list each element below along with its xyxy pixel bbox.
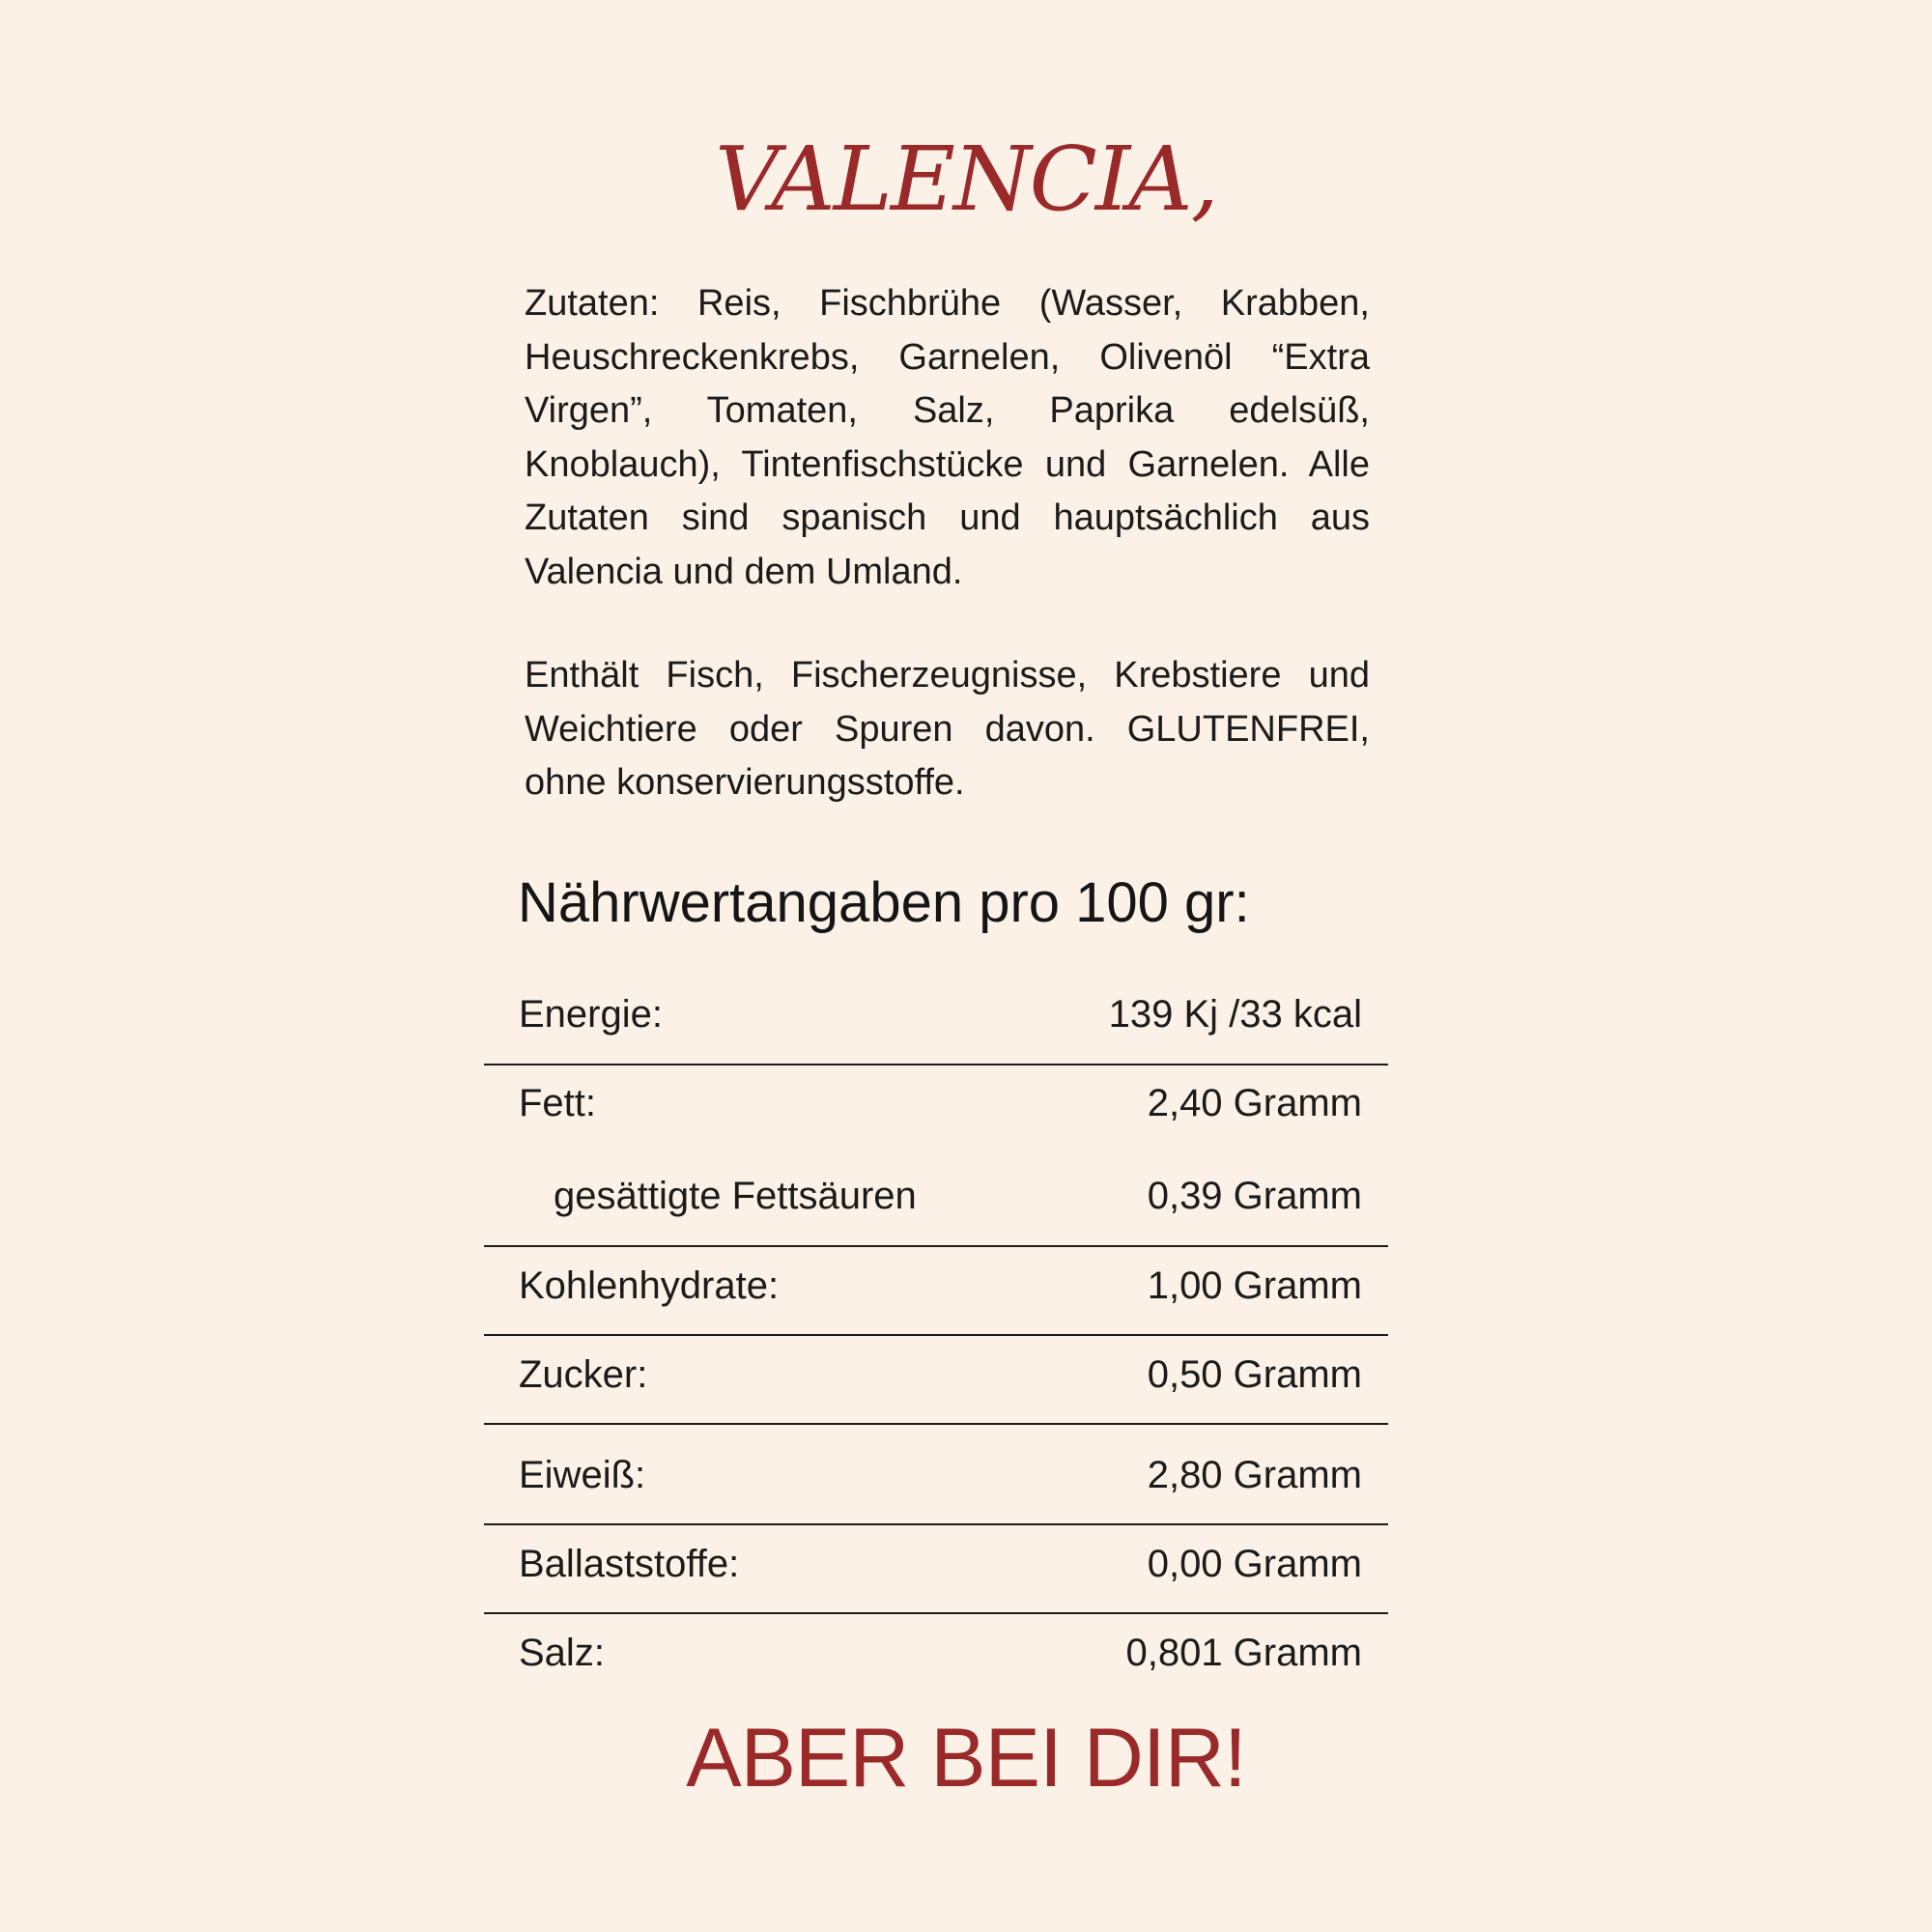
nutrition-label: Kohlenhydrate: bbox=[519, 1264, 780, 1307]
nutrition-row-saturated-fat bbox=[484, 1167, 1388, 1225]
product-title: VALENCIA, bbox=[715, 128, 1217, 231]
nutrition-row-salt bbox=[484, 1624, 1388, 1682]
nutrition-value: 0,801 Gramm bbox=[1125, 1631, 1362, 1674]
nutrition-label: Zucker: bbox=[519, 1352, 648, 1396]
nutrition-row-energy bbox=[484, 985, 1388, 1043]
nutrition-label: gesättigte Fettsäuren bbox=[554, 1174, 917, 1217]
nutrition-row-sugar bbox=[484, 1346, 1388, 1404]
nutrition-value: 0,00 Gramm bbox=[1147, 1542, 1362, 1585]
ingredients-text: Zutaten: Reis, Fischbrühe (Wasser, Krabben, Heuschreckenkrebs, Garnelen, Olivenöl “Extra Virgen”, Tomaten, Salz, Paprika edelsüß, Knoblauch), Tintenfischstücke und Garnelen. Alle Zutaten sind spanisch und hauptsächlich aus Valencia und dem Umland. bbox=[525, 283, 1370, 592]
nutrition-value: 0,39 Gramm bbox=[1147, 1174, 1362, 1217]
table-divider bbox=[484, 1523, 1388, 1525]
nutrition-title: Nährwertangaben pro 100 gr: bbox=[518, 871, 1250, 934]
nutrition-value: 2,80 Gramm bbox=[1147, 1453, 1362, 1496]
nutrition-row-protein bbox=[484, 1446, 1388, 1504]
nutrition-table bbox=[484, 0, 1388, 1932]
allergens-text: Enthält Fisch, Fischerzeugnisse, Krebstiere und Weichtiere oder Spuren davon. GLUTENFREI, ohne konservierungsstoffe. bbox=[525, 655, 1370, 803]
nutrition-label: Ballaststoffe: bbox=[519, 1542, 740, 1585]
nutrition-label: Fett: bbox=[519, 1081, 597, 1124]
nutrition-row-carbohydrates bbox=[484, 1257, 1388, 1315]
nutrition-label: Eiweiß: bbox=[519, 1453, 646, 1496]
nutrition-row-fat bbox=[484, 1074, 1388, 1132]
nutrition-value: 2,40 Gramm bbox=[1147, 1081, 1362, 1124]
table-divider bbox=[484, 1423, 1388, 1425]
closing-slogan: ABER BEI DIR! bbox=[686, 1712, 1246, 1804]
nutrition-row-fiber bbox=[484, 1535, 1388, 1593]
nutrition-value: 0,50 Gramm bbox=[1147, 1352, 1362, 1396]
nutrition-value: 1,00 Gramm bbox=[1147, 1264, 1362, 1307]
nutrition-label: Energie: bbox=[519, 992, 663, 1036]
nutrition-label: Salz: bbox=[519, 1631, 605, 1674]
table-divider bbox=[484, 1334, 1388, 1336]
table-divider bbox=[484, 1064, 1388, 1065]
table-divider bbox=[484, 1612, 1388, 1614]
nutrition-value: 139 Kj /33 kcal bbox=[1108, 992, 1362, 1036]
table-divider bbox=[484, 1245, 1388, 1247]
